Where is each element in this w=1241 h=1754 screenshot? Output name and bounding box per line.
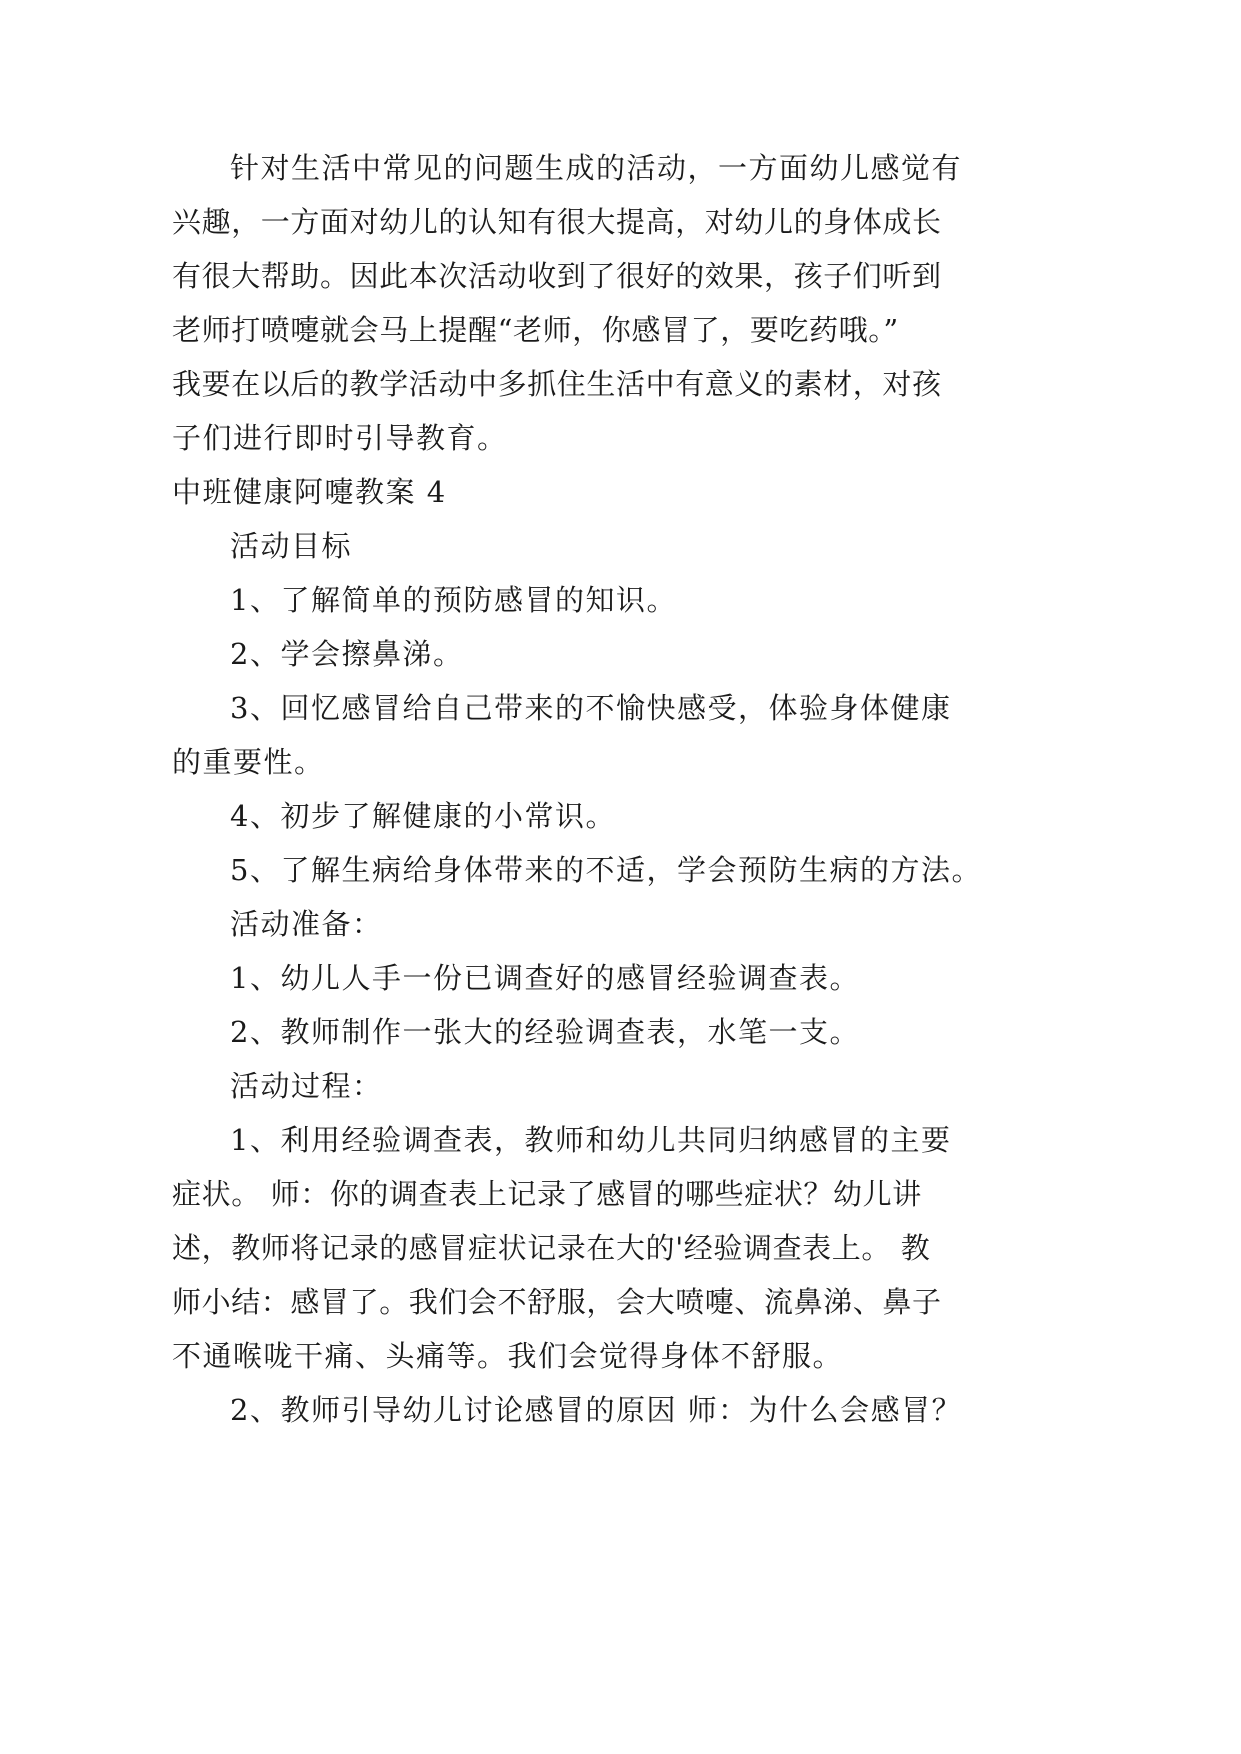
list-item: 3、回忆感冒给自己带来的不愉快感受，体验身体健康 [230,691,952,725]
subsection-heading: 活动准备： [230,907,383,941]
paragraph-line: 师小结：感冒了。我们会不舒服，会大喷嚏、流鼻涕、鼻子 [172,1285,942,1319]
subsection-heading: 活动目标 [230,529,353,563]
paragraph-line: 有很大帮助。因此本次活动收到了很好的效果，孩子们听到 [172,259,942,293]
paragraph-line: 针对生活中常见的问题生成的活动，一方面幼儿感觉有 [230,151,963,185]
list-item: 2、教师引导幼儿讨论感冒的原因 师：为什么会感冒？ [230,1393,963,1427]
paragraph-line: 子们进行即时引导教育。 [172,421,508,455]
list-item: 5、了解生病给身体带来的不适，学会预防生病的方法。 [230,853,982,887]
list-item: 4、初步了解健康的小常识。 [230,799,616,833]
list-item: 1、利用经验调查表，教师和幼儿共同归纳感冒的主要 [230,1123,952,1157]
list-item-continuation: 的重要性。 [172,745,325,779]
list-item: 2、学会擦鼻涕。 [230,637,464,671]
paragraph-line: 症状。 师：你的调查表上记录了感冒的哪些症状？幼儿讲 [172,1177,922,1211]
paragraph-line: 不通喉咙干痛、头痛等。我们会觉得身体不舒服。 [172,1339,844,1373]
subsection-heading: 活动过程： [230,1069,383,1103]
list-item: 1、了解简单的预防感冒的知识。 [230,583,677,617]
paragraph-line: 述，教师将记录的感冒症状记录在大的'经验调查表上。 教 [172,1231,931,1265]
section-heading: 中班健康阿嚏教案 4 [172,475,447,509]
paragraph-line: 老师打喷嚏就会马上提醒“老师，你感冒了，要吃药哦。” [172,313,899,347]
paragraph-line: 兴趣，一方面对幼儿的认知有很大提高，对幼儿的身体成长 [172,205,942,239]
list-item: 1、幼儿人手一份已调查好的感冒经验调查表。 [230,961,860,995]
list-item: 2、教师制作一张大的经验调查表，水笔一支。 [230,1015,860,1049]
paragraph-line: 我要在以后的教学活动中多抓住生活中有意义的素材，对孩 [172,367,942,401]
